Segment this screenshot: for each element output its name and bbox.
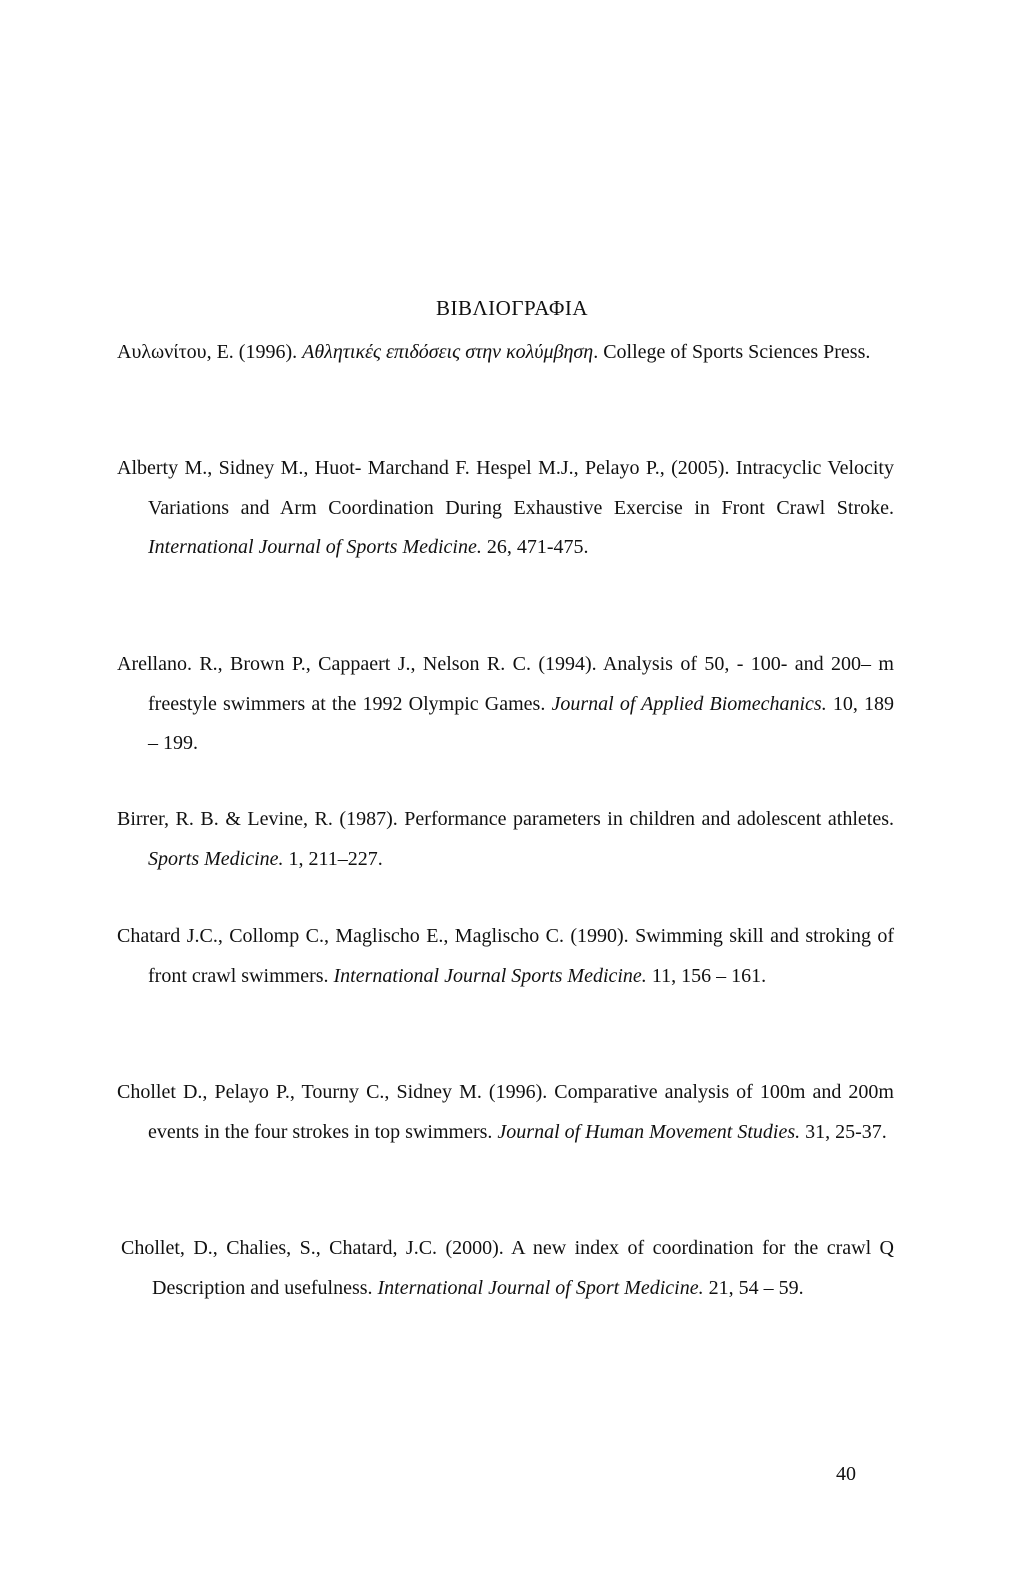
reference-item	[117, 800, 894, 879]
reference-details: 31, 25-37.	[800, 1120, 887, 1143]
reference-item	[117, 1073, 894, 1152]
reference-source: Αθλητικές επιδόσεις στην κολύμβηση	[302, 341, 594, 363]
reference-details: 10, 189 – 199.	[148, 692, 895, 754]
reference-authors-and-title: Arellano. R., Brown P., Cappaert J., Nelson R. C. (1994). Analysis of 50, - 100- and 200– m freestyle swimmers at the 1992 Olympic Games.	[117, 653, 894, 715]
page-number: 40	[836, 1463, 856, 1485]
reference-authors-and-title: Birrer, R. B. & Levine, R. (1987). Performance parameters in children and adolescent athletes.	[117, 808, 894, 830]
reference-authors-and-title: Alberty M., Sidney M., Huot- Marchand F. Hespel M.J., Pelayo P., (2005). Intracyclic Velocity Variations and Arm Coordination During Exhaustive Exercise in Front Crawl Stroke.	[117, 457, 894, 519]
reference-details: 11, 156 – 161.	[646, 964, 767, 987]
reference-authors-and-title: Αυλωνίτου, Ε. (1996).	[117, 341, 303, 363]
reference-source: Journal of Human Movement Studies.	[497, 1120, 801, 1143]
reference-authors-and-title: Chollet D., Pelayo P., Tourny C., Sidney M. (1996). Comparative analysis of 100m and 200m events in the four strokes in top swimmers.	[117, 1081, 894, 1143]
reference-source: International Journal of Sport Medicine.	[377, 1276, 704, 1299]
reference-details: 21, 54 – 59.	[703, 1276, 804, 1299]
reference-item	[121, 1229, 894, 1308]
reference-details: 26, 471-475.	[481, 536, 589, 558]
reference-item	[117, 333, 894, 373]
reference-authors-and-title: Chollet, D., Chalies, S., Chatard, J.C. (2000). A new index of coordination for the crawl Q Description and usefulness.	[121, 1237, 894, 1299]
page-title: ΒΙΒΛΙΟΓΡΑΦΙΑ	[435, 296, 589, 320]
reference-source: Sports Medicine.	[148, 847, 284, 870]
reference-authors-and-title: Chatard J.C., Collomp C., Maglischo E., Maglischo C. (1990). Swimming skill and stroking of front crawl swimmers.	[117, 925, 894, 987]
reference-source: International Journal of Sports Medicine.	[148, 536, 482, 558]
reference-item	[117, 449, 894, 568]
reference-source: Journal of Applied Biomechanics.	[551, 692, 827, 715]
reference-item	[117, 645, 894, 764]
reference-details: 1, 211–227.	[283, 847, 383, 870]
reference-details: . College of Sports Sciences Press.	[593, 341, 871, 363]
reference-source: International Journal Sports Medicine.	[333, 964, 647, 987]
reference-item	[117, 917, 894, 996]
